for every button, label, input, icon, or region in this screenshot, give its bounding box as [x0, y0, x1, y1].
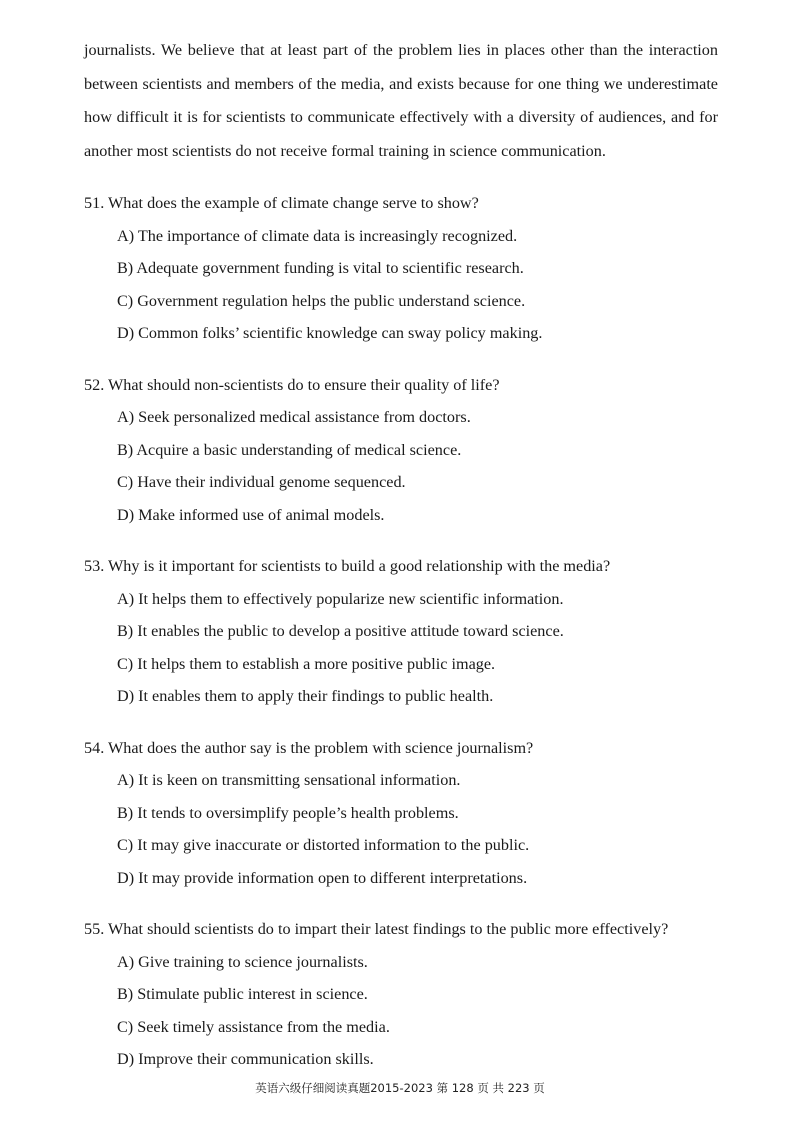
passage-paragraph: journalists. We believe that at least part of the problem lies in places other than the interaction between scientists and members of the media, and exists because for one thing we underestimate how difficult it is for scientists to communicate effectively with a diversity of audiences, and for another most scientists do not receive formal training in science communication.	[84, 41, 718, 160]
option-a: A) Give training to science journalists.	[117, 952, 368, 971]
option-list	[84, 946, 718, 1076]
option-d: D) Improve their communication skills.	[117, 1050, 374, 1068]
question-55	[84, 913, 718, 1076]
option-list	[84, 583, 718, 713]
question-stem: 52. What should non-scientists do to ensure their quality of life?	[84, 375, 500, 394]
option-c: C) Government regulation helps the public understand science.	[117, 291, 526, 310]
option-c: C) Seek timely assistance from the media.	[117, 1017, 390, 1036]
question-stem: 55. What should scientists do to impart their latest findings to the public more effectively?	[84, 920, 669, 938]
option-d: D) It enables them to apply their findings to public health.	[117, 687, 494, 705]
question-51	[84, 187, 718, 350]
page-footer: 英语六级仔细阅读真题2015-2023 第 128 页 共 223 页	[255, 1081, 545, 1095]
question-53	[84, 550, 718, 713]
question-stem: 53. Why is it important for scientists to build a good relationship with the media?	[84, 557, 611, 575]
option-d: D) Make informed use of animal models.	[117, 505, 385, 524]
question-54	[84, 732, 718, 895]
option-c: C) Have their individual genome sequenced.	[117, 473, 406, 491]
option-b: B) It enables the public to develop a positive attitude toward science.	[117, 622, 564, 640]
option-c: C) It helps them to establish a more positive public image.	[117, 654, 496, 673]
option-d: D) It may provide information open to different interpretations.	[117, 868, 528, 887]
option-c: C) It may give inaccurate or distorted information to the public.	[117, 836, 530, 854]
option-list	[84, 401, 718, 531]
option-b: B) Adequate government funding is vital to scientific research.	[117, 259, 524, 277]
question-52	[84, 369, 718, 532]
option-d: D) Common folks’ scientific knowledge can sway policy making.	[117, 324, 543, 342]
option-b: B) It tends to oversimplify people’s health problems.	[117, 803, 459, 822]
option-b: B) Stimulate public interest in science.	[117, 985, 368, 1003]
option-a: A) The importance of climate data is increasingly recognized.	[117, 226, 518, 245]
option-list	[84, 764, 718, 894]
option-a: A) Seek personalized medical assistance from doctors.	[117, 408, 471, 426]
question-stem: 54. What does the author say is the problem with science journalism?	[84, 738, 534, 757]
option-list	[84, 220, 718, 350]
option-b: B) Acquire a basic understanding of medical science.	[117, 440, 462, 459]
question-stem: 51. What does the example of climate change serve to show?	[84, 194, 479, 212]
option-a: A) It is keen on transmitting sensational information.	[117, 771, 461, 789]
document-page	[84, 34, 718, 1076]
option-a: A) It helps them to effectively popularize new scientific information.	[117, 589, 564, 608]
